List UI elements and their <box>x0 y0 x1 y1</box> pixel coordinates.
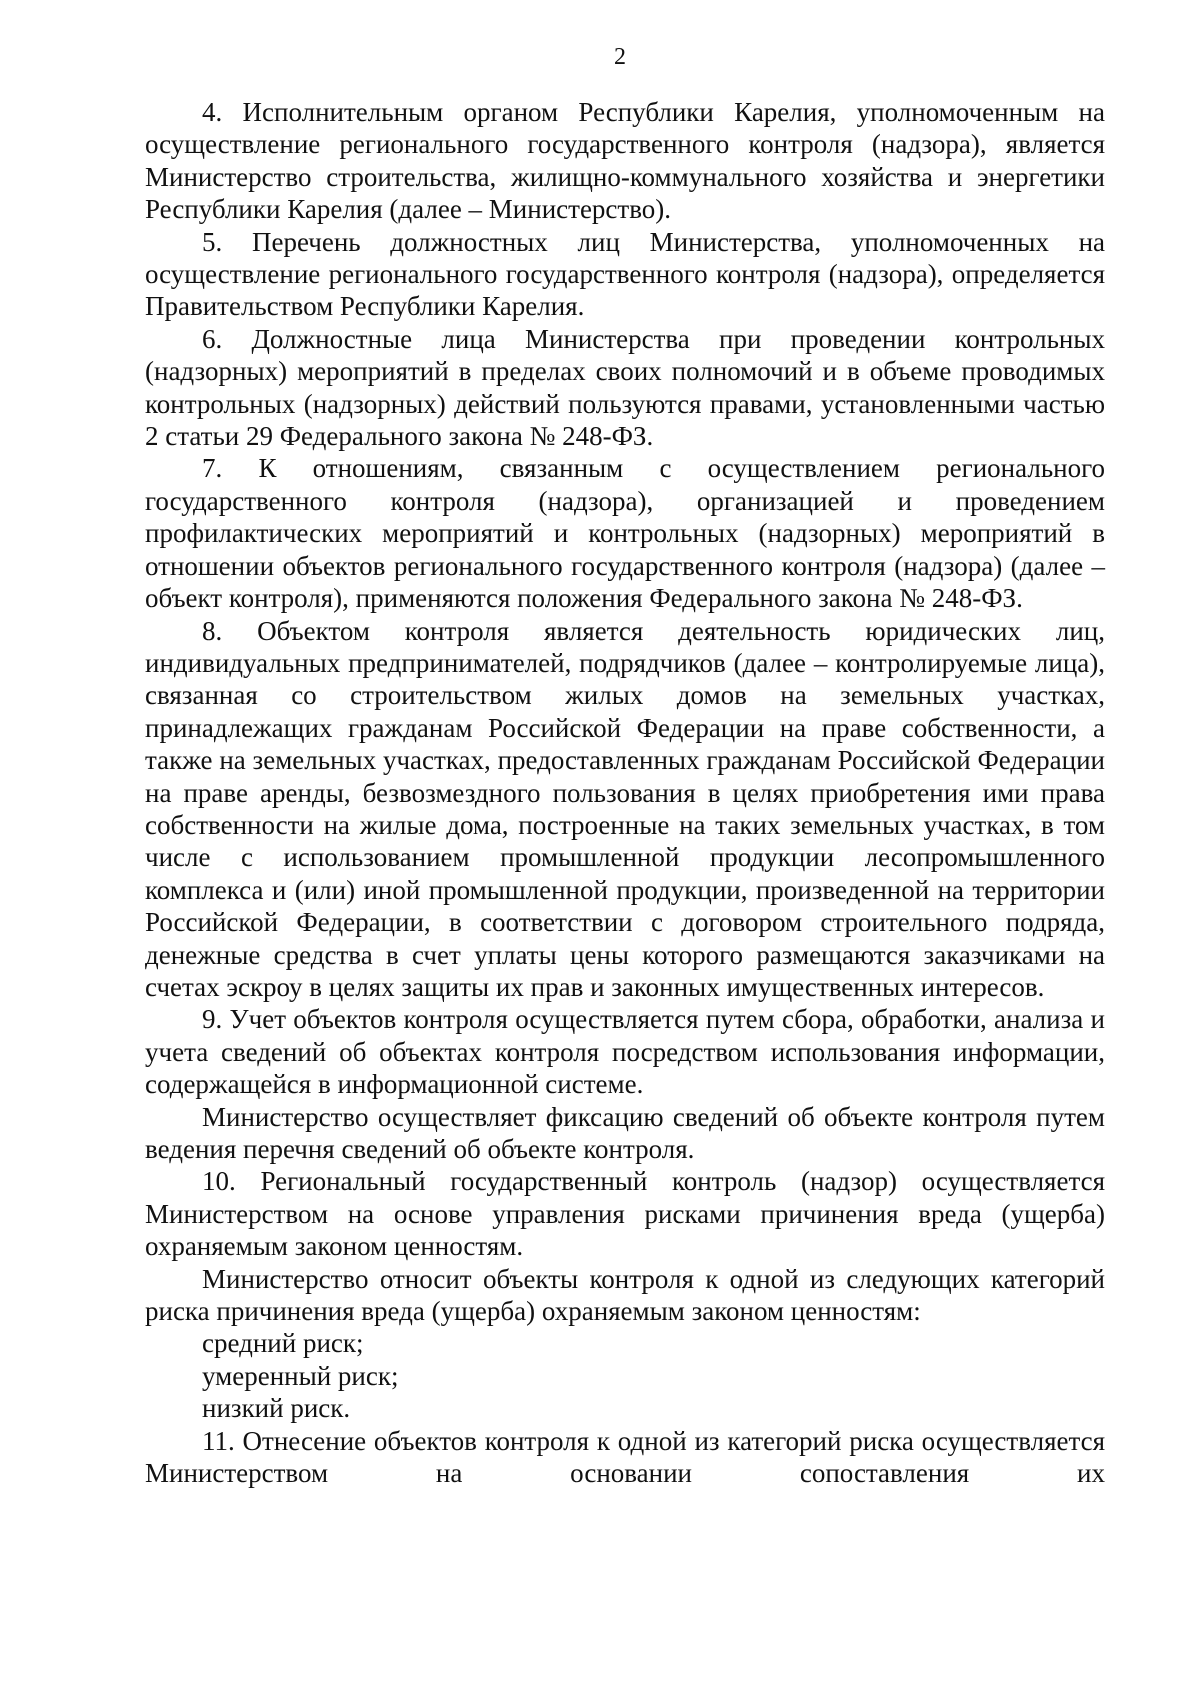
paragraph-7: 7. К отношениям, связанным с осуществлением регионального государственного контроля (надзора), организацией и проведением профилактических мероприятий и контрольных (надзорных) мероприятий в отношении объектов регионального государственного контроля (надзора) (далее – объект контроля), применяются положения Федерального закона № 248-ФЗ. <box>145 453 1105 614</box>
paragraph-10-continuation: Министерство относит объекты контроля к одной из следующих категорий риска причинения вреда (ущерба) охраняемым законом ценностям: <box>145 1263 1105 1327</box>
paragraph-11: 11. Отнесение объектов контроля к одной из категорий риска осуществляется Министерством на основании сопоставления их <box>145 1425 1105 1489</box>
risk-category-item: низкий риск. <box>202 1393 351 1424</box>
document-body <box>145 96 1105 1489</box>
paragraph-9: 9. Учет объектов контроля осуществляется путем сбора, обработки, анализа и учета сведений об объектах контроля посредством использования информации, содержащейся в информационной системе. <box>145 1004 1105 1100</box>
risk-category-item: средний риск; <box>202 1328 364 1359</box>
page-number: 2 <box>614 44 626 70</box>
risk-category-list <box>145 1327 1105 1424</box>
paragraph-4: 4. Исполнительным органом Республики Карелия, уполномоченным на осуществление регионального государственного контроля (надзора), является Министерство строительства, жилищно-коммунального хозяйства и энергетики Республики Карелия (далее – Министерство). <box>145 97 1105 225</box>
paragraph-5: 5. Перечень должностных лиц Министерства, уполномоченных на осуществление регионального государственного контроля (надзора), определяется Правительством Республики Карелия. <box>145 226 1105 322</box>
risk-category-item: умеренный риск; <box>202 1360 399 1391</box>
paragraph-8: 8. Объектом контроля является деятельность юридических лиц, индивидуальных предпринимателей, подрядчиков (далее – контролируемые лица), связанная со строительством жилых домов на земельных участках, принадлежащих гражданам Российской Федерации на праве собственности, а также на земельных участках, предоставленных гражданам Российской Федерации на праве аренды, безвозмездного пользования в целях приобретения ими права собственности на жилые дома, построенные на таких земельных участках, в том числе с использованием промышленной продукции лесопромышленного комплекса и (или) иной промышленной продукции, произведенной на территории Российской Федерации, в соответствии с договором строительного подряда, денежные средства в счет уплаты цены которого размещаются заказчиками на счетах эскроу в целях защиты их прав и законных имущественных интересов. <box>145 615 1105 1002</box>
paragraph-10: 10. Региональный государственный контроль (надзор) осуществляется Министерством на основе управления рисками причинения вреда (ущерба) охраняемым законом ценностям. <box>145 1166 1105 1262</box>
paragraph-6: 6. Должностные лица Министерства при проведении контрольных (надзорных) мероприятий в пределах своих полномочий и в объеме проводимых контрольных (надзорных) действий пользуются правами, установленными частью 2 статьи 29 Федерального закона № 248-ФЗ. <box>145 323 1105 452</box>
paragraph-9-continuation: Министерство осуществляет фиксацию сведений об объекте контроля путем ведения перечня сведений об объекте контроля. <box>145 1101 1105 1164</box>
